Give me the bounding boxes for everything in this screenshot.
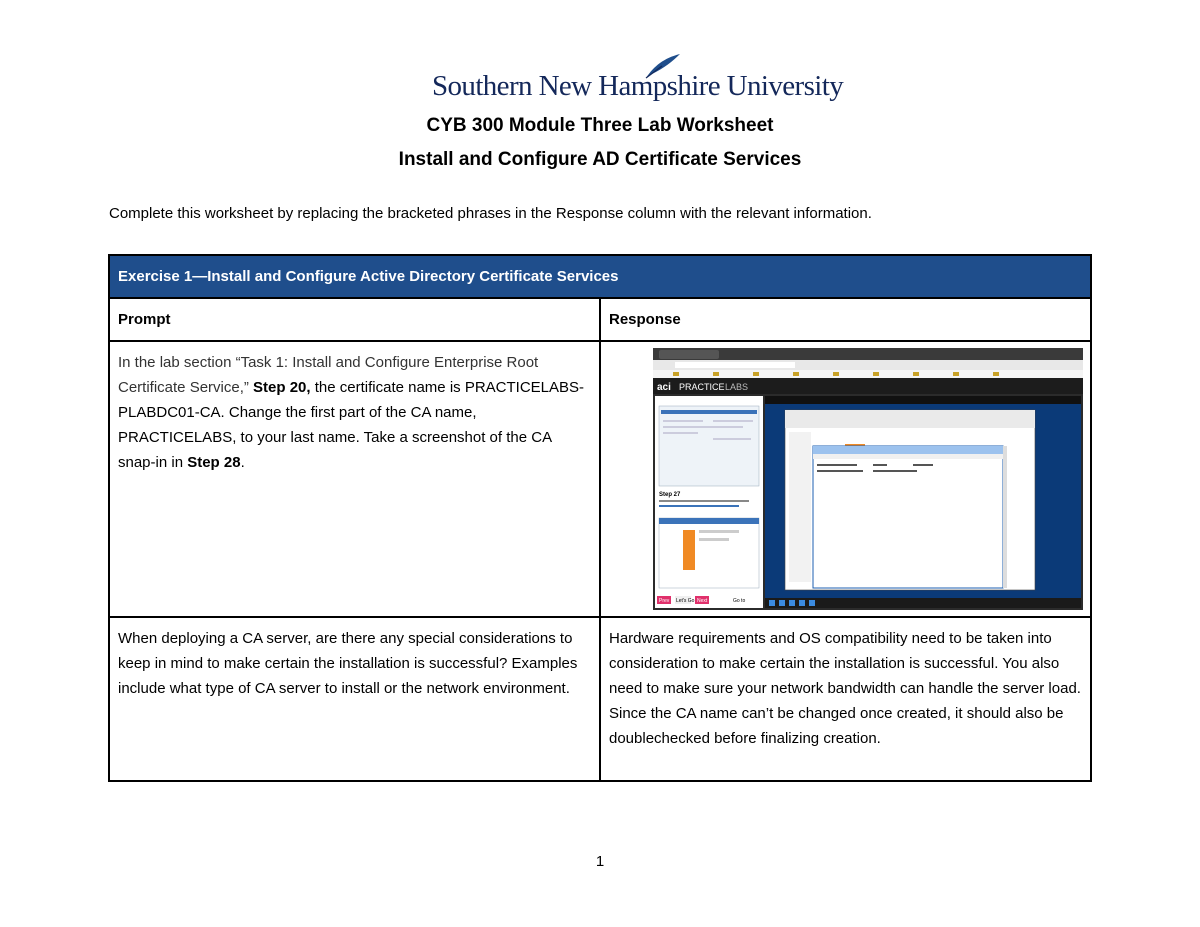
screenshot-image (653, 348, 1083, 610)
table-row (109, 617, 1091, 781)
prompt-column-header: Prompt (109, 298, 600, 341)
worksheet-title: CYB 300 Module Three Lab Worksheet (426, 115, 774, 136)
goto-label: Go to (733, 598, 746, 604)
prompt-text: the certificate name is PRACTICELABS-PLABDC01-CA. Change the first part of the CA name, PRACTICELABS, to your last name. Take a screenshot of the CA snap-in in (118, 379, 585, 471)
next-button-label: Next (697, 598, 708, 604)
prompt-text: When deploying a CA server, are there any special considerations to keep in mind to make certain the installation is successful? Examples include what type of CA server to install or the network environment. (118, 630, 578, 697)
punctuation: . (240, 454, 245, 471)
response-cell (600, 617, 1091, 781)
response-cell (600, 341, 1091, 617)
quill-icon (642, 52, 682, 82)
worksheet-subtitle: Install and Configure AD Certificate Services (398, 149, 802, 170)
prompt-cell (109, 341, 600, 617)
brand-name-2: LABS (725, 382, 749, 392)
brand-prefix: aci (657, 382, 671, 393)
response-text: Hardware requirements and OS compatibility need to be taken into consideration to make certain the installation is successful. You also need to make sure your network bandwidth can handle the server load. Since the CA name can’t be changed once created, it should also be doublechecked before finalizing creation. (609, 630, 1081, 747)
table-row (109, 341, 1091, 617)
step-ref: Step 20, (253, 379, 311, 396)
step-label: Step 27 (659, 492, 681, 498)
step-ref: Step 28 (187, 454, 241, 471)
university-logo (432, 62, 844, 106)
brand-name: PRACTICE (679, 382, 725, 392)
exercise-header: Exercise 1—Install and Configure Active Directory Certificate Services (109, 255, 1091, 298)
lets-go-button-label: Let's Go (676, 598, 695, 604)
worksheet-table (108, 254, 1092, 782)
prompt-cell (109, 617, 600, 781)
ca-snapin-screenshot (653, 348, 1083, 610)
page-number: 1 (595, 853, 605, 870)
logo-wordmark: Southern New Hampshire University (432, 70, 844, 102)
prev-button-label: Prev (659, 598, 670, 604)
prompt-text: In the lab section “Task 1: Install and Configure Enterprise Root Certificate Service,” (118, 354, 539, 396)
response-column-header: Response (600, 298, 1091, 341)
instructions: Complete this worksheet by replacing the bracketed phrases in the Response column with the relevant information. (109, 205, 872, 222)
